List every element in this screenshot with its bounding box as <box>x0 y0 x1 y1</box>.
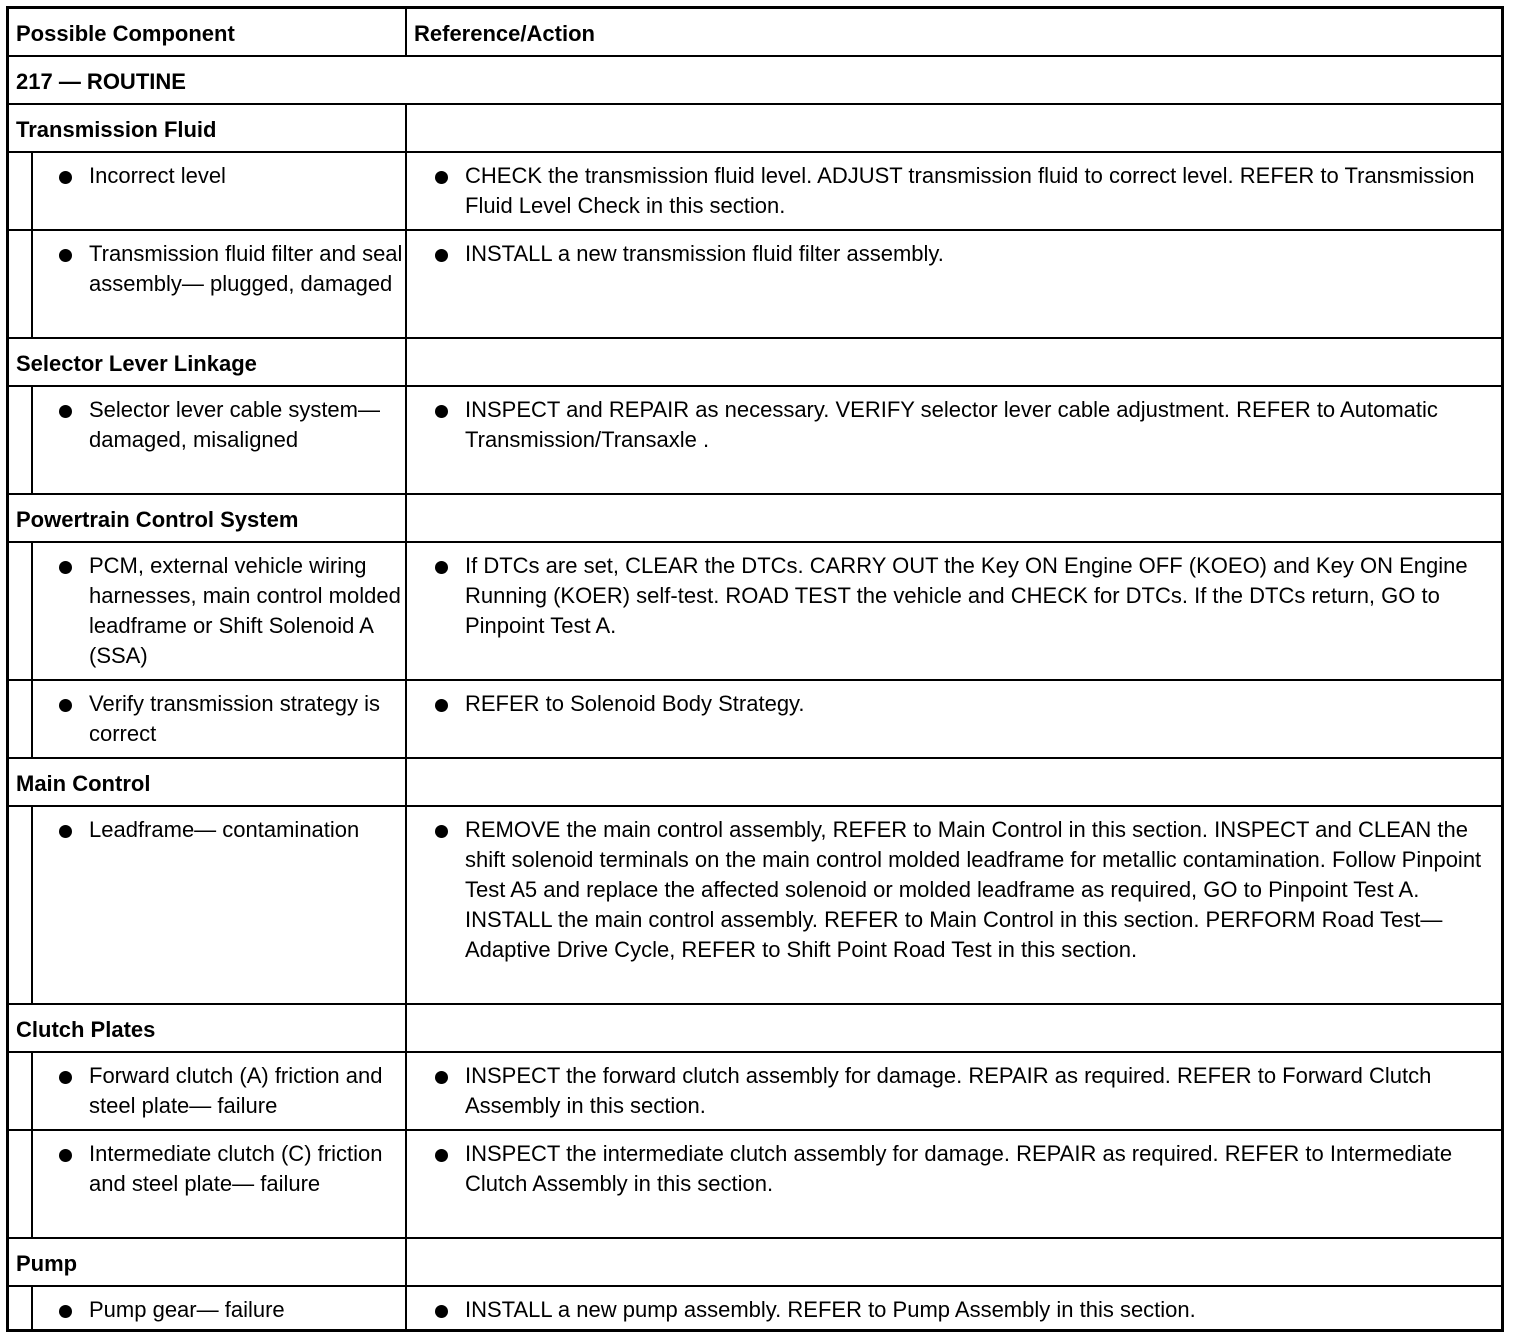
table-row <box>9 1131 1501 1239</box>
action-text: REFER to Solenoid Body Strategy. <box>465 691 805 716</box>
table-row <box>9 1287 1501 1329</box>
action-text: INSTALL a new transmission fluid filter assembly. <box>465 241 944 266</box>
bullet-icon <box>59 171 72 184</box>
group-title: Selector Lever Linkage <box>16 351 257 376</box>
component-text: Incorrect level <box>89 163 226 188</box>
action-text: INSTALL a new pump assembly. REFER to Pump Assembly in this section. <box>465 1297 1196 1322</box>
group-row-selector-lever-linkage <box>9 339 1501 387</box>
bullet-icon <box>435 825 448 838</box>
group-title: Main Control <box>16 771 151 796</box>
diagnostic-table <box>6 6 1504 1332</box>
header-reference-action: Reference/Action <box>405 9 1501 55</box>
bullet-icon <box>435 171 448 184</box>
bullet-icon <box>59 405 72 418</box>
action-text: REMOVE the main control assembly, REFER to Main Control in this section. INSPECT and CLEAN the shift solenoid terminals on the main control molded leadframe for metallic contamination. Follow Pinpoint Test A5 and replace the affected solenoid or molded leadframe as required, GO to Pinpoint Test A. INSTALL the main control assembly. REFER to Main Control in this section. PERFORM Road Test— Adaptive Drive Cycle, REFER to Shift Point Road Test in this section. <box>465 817 1482 962</box>
table-row <box>9 681 1501 759</box>
bullet-icon <box>59 1149 72 1162</box>
table-row <box>9 387 1501 495</box>
group-row-pump <box>9 1239 1501 1287</box>
group-title: Transmission Fluid <box>16 117 217 142</box>
group-row-powertrain-control-system <box>9 495 1501 543</box>
action-text: INSPECT and REPAIR as necessary. VERIFY selector lever cable adjustment. REFER to Automatic Transmission/Transaxle . <box>465 397 1438 452</box>
action-text: If DTCs are set, CLEAR the DTCs. CARRY OUT the Key ON Engine OFF (KOEO) and Key ON Engine Running (KOER) self-test. ROAD TEST the vehicle and CHECK for DTCs. If the DTCs return, GO to Pinpoint Test A. <box>465 553 1468 638</box>
bullet-icon <box>435 405 448 418</box>
group-title: Powertrain Control System <box>16 507 299 532</box>
bullet-icon <box>435 1305 448 1318</box>
table-row <box>9 543 1501 681</box>
group-row-transmission-fluid <box>9 105 1501 153</box>
bullet-icon <box>59 825 72 838</box>
component-text: Pump gear— failure <box>89 1297 285 1322</box>
bullet-icon <box>435 699 448 712</box>
group-row-clutch-plates <box>9 1005 1501 1053</box>
component-text: Transmission fluid filter and seal assembly— plugged, damaged <box>89 241 403 296</box>
bullet-icon <box>435 249 448 262</box>
bullet-icon <box>59 561 72 574</box>
code-title-row <box>9 57 1501 105</box>
component-text: Forward clutch (A) friction and steel plate— failure <box>89 1063 383 1118</box>
header-possible-component: Possible Component <box>16 21 235 46</box>
bullet-icon <box>59 699 72 712</box>
table-header <box>9 9 1501 57</box>
bullet-icon <box>435 561 448 574</box>
table-row <box>9 1053 1501 1131</box>
bullet-icon <box>59 1071 72 1084</box>
group-title: Clutch Plates <box>16 1017 156 1042</box>
action-text: INSPECT the intermediate clutch assembly for damage. REPAIR as required. REFER to Intermediate Clutch Assembly in this section. <box>465 1141 1453 1196</box>
bullet-icon <box>435 1071 448 1084</box>
component-text: Leadframe— contamination <box>89 817 360 842</box>
table-row <box>9 231 1501 339</box>
action-text: INSPECT the forward clutch assembly for damage. REPAIR as required. REFER to Forward Clutch Assembly in this section. <box>465 1063 1432 1118</box>
table-row <box>9 153 1501 231</box>
component-text: Intermediate clutch (C) friction and steel plate— failure <box>89 1141 383 1196</box>
code-title: 217 — ROUTINE <box>16 69 186 94</box>
component-text: Verify transmission strategy is correct <box>89 691 380 746</box>
group-row-main-control <box>9 759 1501 807</box>
bullet-icon <box>59 249 72 262</box>
bullet-icon <box>435 1149 448 1162</box>
bullet-icon <box>59 1305 72 1318</box>
action-text: CHECK the transmission fluid level. ADJUST transmission fluid to correct level. REFER to Transmission Fluid Level Check in this section. <box>465 163 1475 218</box>
group-title: Pump <box>16 1251 78 1276</box>
table-row <box>9 807 1501 1005</box>
component-text: PCM, external vehicle wiring harnesses, main control molded leadframe or Shift Solenoid A (SSA) <box>89 553 401 668</box>
component-text: Selector lever cable system— damaged, misaligned <box>89 397 380 452</box>
